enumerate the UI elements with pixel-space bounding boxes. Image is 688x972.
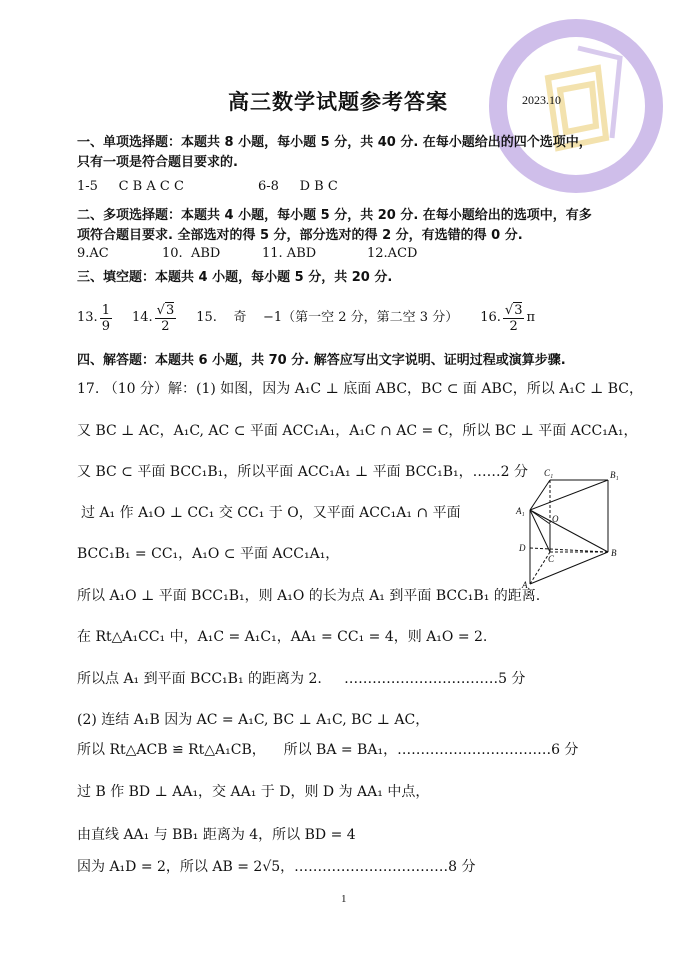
answer-9: 9.AC (77, 246, 109, 261)
q13-fraction (100, 303, 112, 334)
answers-6-8: 6-8 D B C (258, 179, 338, 194)
answer-10: 10. ABD (162, 246, 221, 261)
q13-denominator: 9 (101, 318, 110, 334)
solution-line-9: (2) 连结 A₁B 因为 AC = A₁C, BC ⊥ A₁C, BC ⊥ AC， (77, 712, 430, 728)
q13-numerator: 1 (101, 302, 110, 318)
answer-11: 11. ABD (262, 246, 317, 261)
page-title: 高三数学试题参考答案 (228, 90, 448, 114)
section1-heading-cont: 只有一项是符合题目要求的. (77, 155, 238, 170)
q15-answer: 15. 奇 −1（第一空 2 分，第二空 3 分） (196, 310, 459, 325)
label-B1: B₁ (610, 470, 619, 480)
label-B: B (611, 548, 617, 558)
label-A1: A₁ (516, 506, 525, 516)
q14-root: 3 (165, 302, 175, 318)
fill-answers-row (77, 296, 535, 340)
solution-line-12: 由直线 AA₁ 与 BB₁ 距离为 4，所以 BD = 4 (77, 827, 356, 843)
label-A: A (522, 580, 528, 590)
q16-denominator: 2 (509, 318, 518, 334)
label-D: D (519, 543, 526, 553)
section2-heading-cont: 项符合题目要求. 全部选对的得 5 分，部分选对的得 2 分，有选错的得 0 分. (77, 228, 523, 243)
q16-root: 3 (514, 302, 523, 318)
watermark-logo (488, 18, 664, 194)
solution-line-5: BCC₁B₁ = CC₁，A₁O ⊂ 平面 ACC₁A₁， (77, 546, 340, 562)
answers-1-5: 1-5 C B A C C (77, 179, 184, 194)
q16-pi: π (526, 310, 536, 325)
solution-line-2: 又 BC ⊥ AC，A₁C, AC ⊂ 平面 ACC₁A₁，A₁C ∩ AC = C，所以 BC ⊥ 平面 ACC₁A₁， (77, 423, 638, 439)
prism-figure (512, 466, 630, 590)
solution-line-10: 所以 Rt△ACB ≌ Rt△A₁CB， 所以 BA = BA₁，……………………………6 分 (77, 742, 579, 758)
q14-numerator: √3 (156, 302, 175, 318)
solution-line-7: 在 Rt△A₁CC₁ 中，A₁C = A₁C₁，AA₁ = CC₁ = 4，则 A₁O = 2. (77, 629, 488, 645)
q16-label: 16. (480, 310, 501, 325)
q16-fraction (503, 303, 525, 334)
page-number: 1 (341, 893, 347, 905)
q14-denominator: 2 (161, 318, 170, 334)
solution-line-11: 过 B 作 BD ⊥ AA₁，交 AA₁ 于 D，则 D 为 AA₁ 中点， (77, 784, 430, 800)
solution-line-3: 又 BC ⊂ 平面 BCC₁B₁，所以平面 ACC₁A₁ ⊥ 平面 BCC₁B₁，……2 分 (77, 464, 528, 480)
q14-fraction (155, 303, 177, 334)
section1-heading: 一、单项选择题：本题共 8 小题，每小题 5 分，共 40 分. 在每小题给出的四个选项中， (77, 135, 592, 150)
q16-numerator: √3 (504, 302, 523, 318)
solution-line-13: 因为 A₁D = 2，所以 AB = 2√5，……………………………8 分 (77, 859, 476, 875)
solution-line-1: 17. （10 分）解：(1) 如图，因为 A₁C ⊥ 底面 ABC，BC ⊂ 面 ABC，所以 A₁C ⊥ BC， (77, 381, 643, 397)
solution-line-4: 过 A₁ 作 A₁O ⊥ CC₁ 交 CC₁ 于 O，又平面 ACC₁A₁ ∩ 平面 (81, 505, 461, 521)
q14-label: 14. (131, 310, 153, 325)
answer-12: 12.ACD (367, 246, 418, 261)
label-C1: C₁ (544, 468, 554, 478)
solution-line-8: 所以点 A₁ 到平面 BCC₁B₁ 的距离为 2. ……………………………5 分 (77, 671, 526, 687)
solution-line-6: 所以 A₁O ⊥ 平面 BCC₁B₁，则 A₁O 的长为点 A₁ 到平面 BCC₁B₁ 的距离. (77, 588, 541, 604)
q13-label: 13. (77, 310, 98, 325)
section2-heading: 二、多项选择题：本题共 4 小题，每小题 5 分，共 20 分. 在每小题给出的选项中，有多 (77, 208, 592, 223)
section3-heading: 三、填空题：本题共 4 小题，每小题 5 分，共 20 分. (77, 270, 393, 285)
section4-heading: 四、解答题：本题共 6 小题，共 70 分. 解答应写出文字说明、证明过程或演算步骤. (77, 353, 566, 368)
label-C: C (548, 554, 555, 564)
label-O: O (552, 514, 559, 524)
exam-date: 2023.10 (522, 93, 561, 107)
